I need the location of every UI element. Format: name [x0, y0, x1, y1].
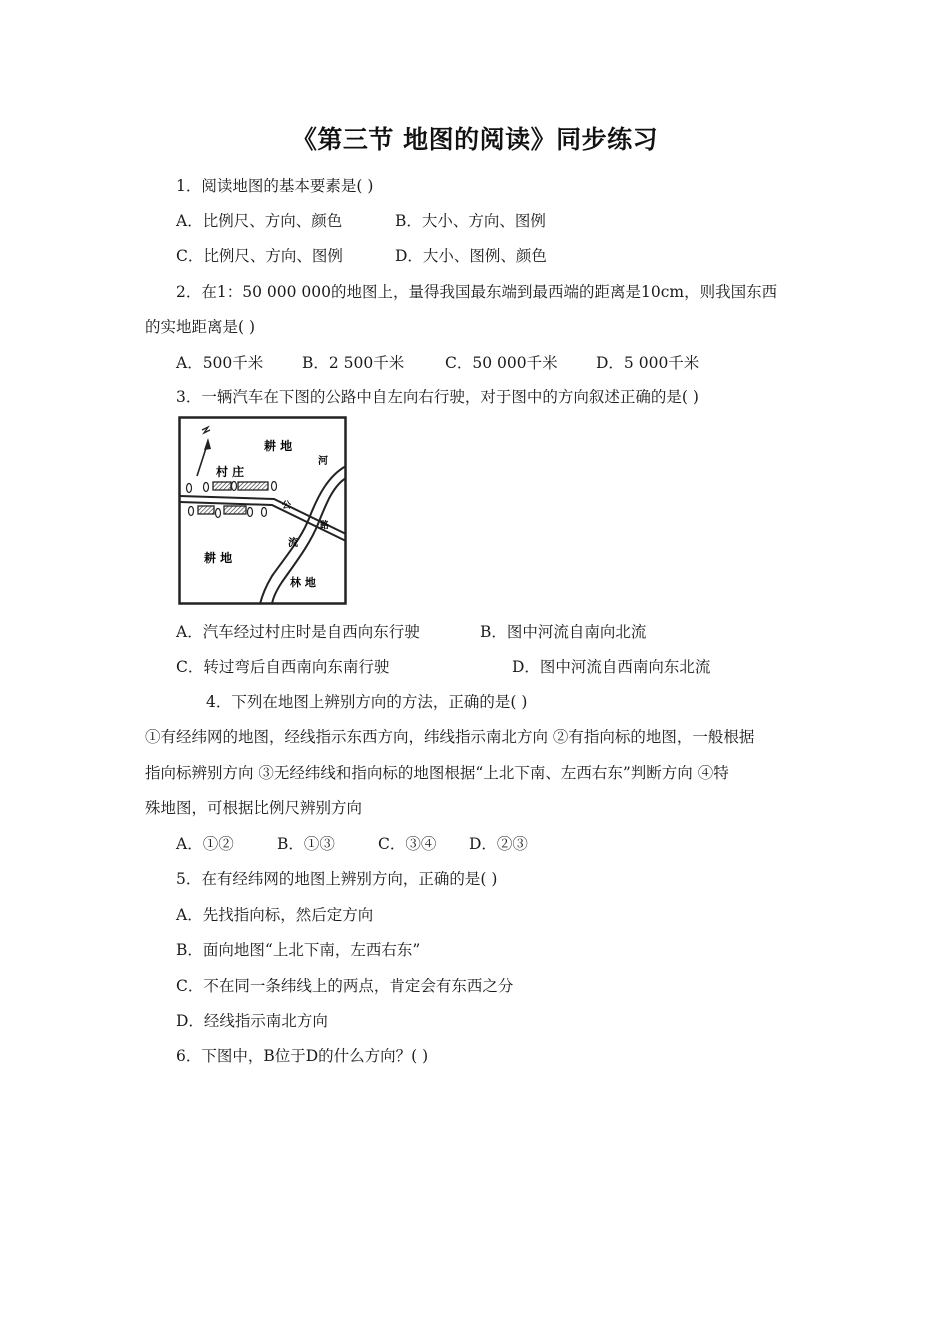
q2-option-c: C．50 000千米 [445, 354, 558, 372]
map-label-river-2: 流 [288, 538, 298, 549]
q4-body-line3: 殊地图，可根据比例尺辨别方向 [145, 799, 363, 817]
map-label-river-1: 河 [318, 456, 328, 467]
map-label-road-1: 公 [282, 501, 292, 511]
q1-option-a: A．比例尺、方向、颜色 [176, 212, 343, 230]
q3-option-c: C．转过弯后自西南向东南行驶 [176, 658, 390, 676]
q5-option-a: A．先找指向标，然后定方向 [176, 906, 374, 924]
q3-option-a: A．汽车经过村庄时是自西向东行驶 [176, 623, 420, 641]
q1-option-b: B．大小、方向、图例 [395, 212, 546, 230]
q4-body-line1: ①有经纬网的地图，经线指示东西方向，纬线指示南北方向 ②有指向标的地图，一般根据 [145, 728, 755, 746]
q4-stem: 4．下列在地图上辨别方向的方法，正确的是( ) [206, 693, 528, 711]
map-label-farmland-bottom: 耕 地 [204, 551, 233, 565]
q1-option-c: C．比例尺、方向、图例 [176, 247, 343, 265]
q5-option-c: C．不在同一条纬线上的两点，肯定会有东西之分 [176, 977, 514, 995]
q5-option-b: B．面向地图“上北下南，左西右东” [176, 941, 421, 959]
q2-option-b: B．2 500千米 [302, 354, 405, 372]
map-label-road-2: 路 [320, 521, 330, 531]
page-title: 《第三节 地图的阅读》同步练习 [291, 125, 659, 154]
q4-option-d: D．②③ [469, 835, 528, 853]
q3-option-d: D．图中河流自西南向东北流 [512, 658, 711, 676]
map-label-farmland-top: 耕 地 [264, 439, 293, 453]
q3-option-b: B．图中河流自南向北流 [480, 623, 647, 641]
q6-stem: 6．下图中，B位于D的什么方向？( ) [176, 1047, 429, 1065]
q2-option-a: A．500千米 [176, 354, 264, 372]
q3-road-map-figure [178, 416, 347, 605]
q4-option-c: C．③④ [378, 835, 437, 853]
q4-option-a: A．①② [176, 835, 234, 853]
q4-body-line2: 指向标辨别方向 ③无经纬线和指向标的地图根据“上北下南、左西右东”判断方向 ④特 [145, 764, 729, 782]
q5-option-d: D．经线指示南北方向 [176, 1012, 328, 1030]
map-label-forest: 林 地 [290, 576, 316, 589]
q1-option-d: D．大小、图例、颜色 [395, 247, 547, 265]
q2-stem-line2: 的实地距离是( ) [145, 318, 256, 336]
q4-option-b: B．①③ [277, 835, 335, 853]
q3-stem: 3．一辆汽车在下图的公路中自左向右行驶，对于图中的方向叙述正确的是( ) [176, 388, 699, 406]
q2-option-d: D．5 000千米 [596, 354, 700, 372]
q1-stem: 1．阅读地图的基本要素是( ) [176, 177, 374, 195]
map-label-village: 村 庄 [216, 465, 245, 479]
q5-stem: 5．在有经纬网的地图上辨别方向，正确的是( ) [176, 870, 498, 888]
q2-stem-line1: 2．在1：50 000 000的地图上，量得我国最东端到最西端的距离是10cm，则我国东西 [176, 283, 778, 301]
